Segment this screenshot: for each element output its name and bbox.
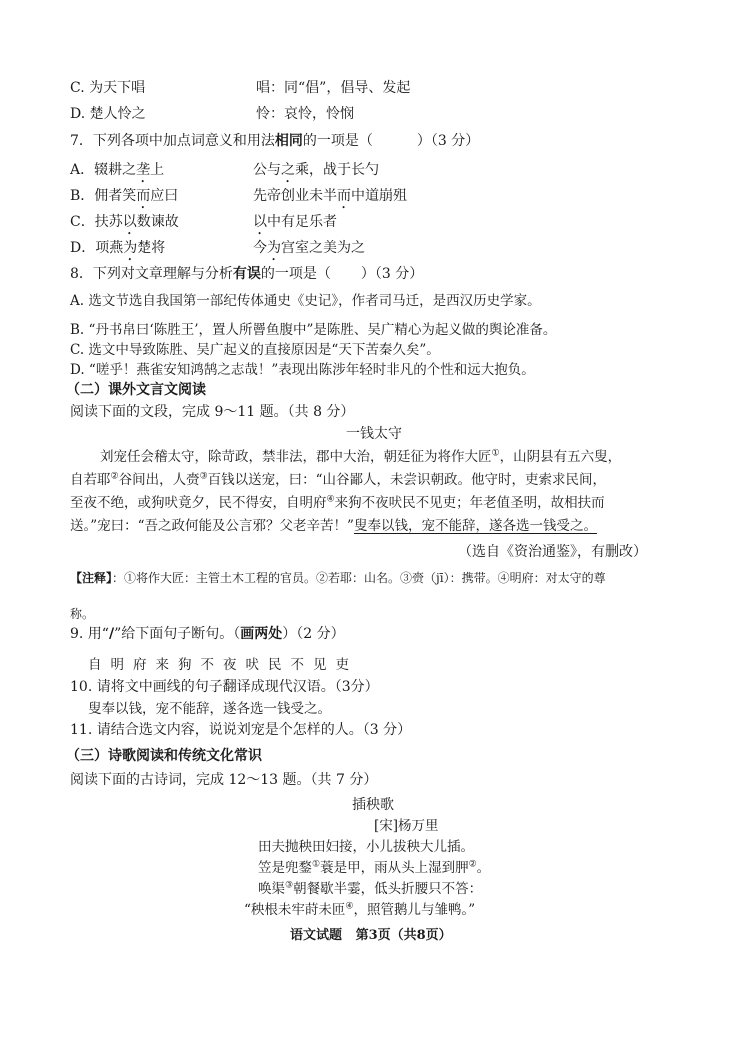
q7-option-b: B．佣者笑而应曰 bbox=[70, 188, 179, 204]
q8-option-b: B. “丹书帛曰‘陈胜王’，置人所罾鱼腹中”是陈胜、吴广精心为起义做的舆论准备。 bbox=[70, 322, 557, 338]
q8-option-c: C. 选文中导致陈胜、吴广起义的直接原因是“天下苦秦久矣”。 bbox=[70, 342, 440, 358]
passage-line-2: 自若耶②谷间出，人赍③百钱以送宠，曰：“山谷鄙人，未尝识朝政。他守时，吏索求民间， bbox=[70, 471, 607, 488]
q6-option-c-gloss: 唱：同“倡”，倡导、发起 bbox=[256, 80, 411, 96]
q9-sentence: 自明府来狗不夜吠民不见吏 bbox=[88, 657, 358, 673]
poem-title: 插秧歌 bbox=[352, 797, 394, 813]
passage-line-3: 至夜不绝，或狗吠竟夕，民不得安，自明府④来狗不夜吠民不见吏；年老值圣明，故相扶而 bbox=[70, 494, 605, 511]
q10-sentence: 叟奉以钱，宠不能辞，遂各选一钱受之。 bbox=[88, 701, 331, 717]
poem-line-1: 田夫抛秧田妇接，小儿拔秧大儿插。 bbox=[258, 839, 474, 855]
q8-option-d: D. “嗟乎！燕雀安知鸿鹄之志哉！”表现出陈涉年轻时非凡的个性和远大抱负。 bbox=[70, 362, 535, 378]
section3-heading: （三）诗歌阅读和传统文化常识 bbox=[66, 748, 262, 764]
annotation-cont: 称。 bbox=[70, 607, 95, 621]
q7-option-a-right: 公与之乘，战于长勺 bbox=[253, 162, 379, 178]
q10-stem: 10. 请将文中画线的句子翻译成现代汉语。（3分） bbox=[70, 679, 379, 695]
q7-option-b-right: 先帝创业未半而中道崩殂 bbox=[253, 188, 407, 204]
q7-stem: 7．下列各项中加点词意义和用法相同的一项是（ ）（3 分） bbox=[70, 133, 480, 149]
underlined-sentence: 叟奉以钱，宠不能辞，遂各选一钱受之。 bbox=[353, 518, 597, 534]
poem-line-2: 笠是兜鍪①蓑是甲，雨从头上湿到胛②。 bbox=[258, 859, 491, 876]
passage-title: 一钱太守 bbox=[346, 426, 402, 442]
q6-option-c: C. 为天下唱 bbox=[70, 80, 146, 96]
q8-stem: 8．下列对文章理解与分析有误的一项是（ ）（3 分） bbox=[70, 266, 424, 282]
poem-line-3: 唤渠③朝餐歇半霎，低头折腰只不答： bbox=[258, 880, 483, 897]
q6-option-d: D. 楚人怜之 bbox=[70, 106, 146, 122]
poem-line-4: “秧根未牢莳未匝④，照管鹅儿与雏鸭。” bbox=[244, 901, 476, 918]
q11-stem: 11. 请结合选文内容，说说刘宠是个怎样的人。（3 分） bbox=[70, 722, 412, 738]
q6-option-d-gloss: 怜：哀怜，怜悯 bbox=[256, 106, 354, 122]
q9-stem: 9. 用“/”给下面句子断句。（画两处）（2 分） bbox=[70, 626, 345, 642]
q7-option-a: A．辍耕之垄上 bbox=[70, 162, 165, 178]
q7-option-d-right: 今为宫室之美为之 bbox=[253, 240, 365, 256]
poem-author: [宋]杨万里 bbox=[374, 818, 439, 834]
section3-intro: 阅读下面的古诗词，完成 12～13 题。（共 7 分） bbox=[70, 772, 378, 788]
section2-heading: （二）课外文言文阅读 bbox=[66, 382, 206, 398]
q8-option-a: A. 选文节选自我国第一部纪传体通史《史记》，作者司马迁，是西汉历史学家。 bbox=[70, 293, 541, 309]
section2-intro: 阅读下面的文段，完成 9～11 题。（共 8 分） bbox=[70, 404, 355, 420]
q7-option-d: D．项燕为楚将 bbox=[70, 240, 166, 256]
q7-option-c-right: 以中有足乐者 bbox=[253, 214, 337, 230]
annotation: 【注释】：①将作大匠：主管土木工程的官员。②若耶：山名。③赍（jī）：携带。④明府：对太守的尊 bbox=[70, 571, 606, 585]
page-footer: 语文试题 第3页（共8页） bbox=[290, 928, 452, 943]
passage-source: （选自《资治通鉴》，有删改） bbox=[458, 544, 647, 560]
q7-option-c: C．扶苏以数谏故 bbox=[70, 214, 179, 230]
passage-line-4: 送。”宠曰：“吾之政何能及公言邪？父老辛苦！”叟奉以钱，宠不能辞，遂各选一钱受之。 bbox=[70, 518, 597, 534]
passage-line-1: 刘宠任会稽太守，除苛政，禁非法，郡中大治，朝廷征为将作大匠①，山阴县有五六叟， bbox=[100, 448, 622, 465]
